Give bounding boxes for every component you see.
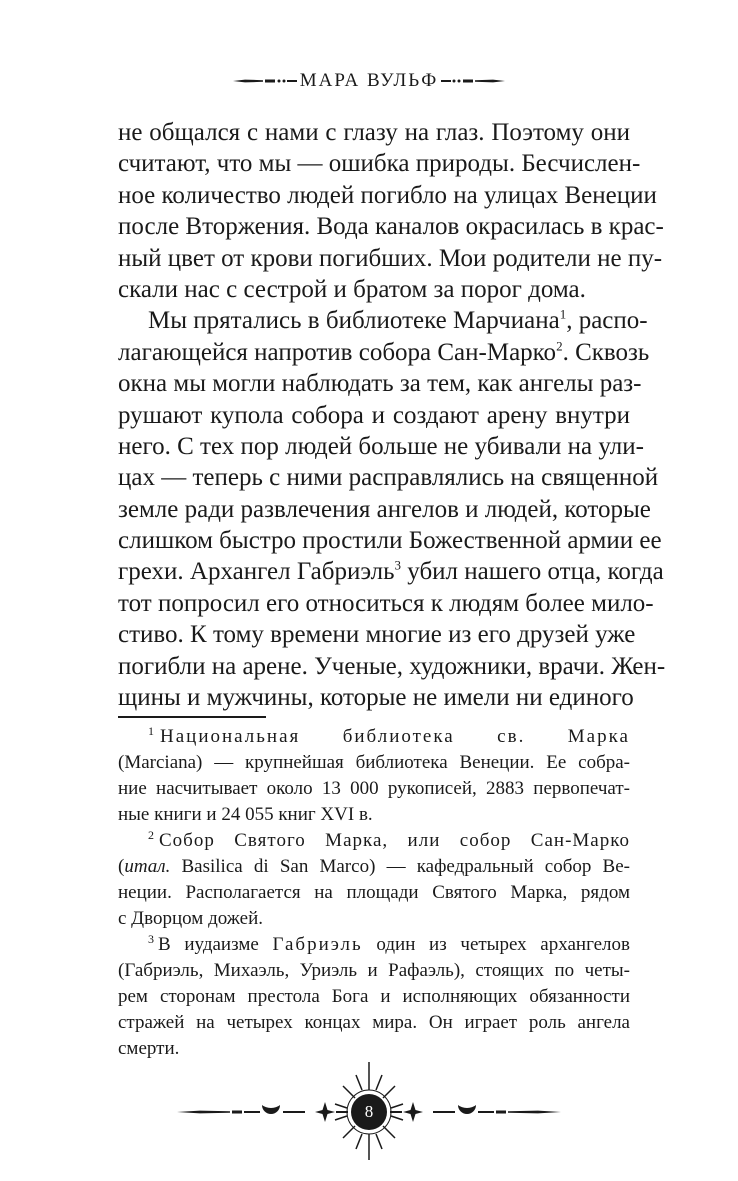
footnote-line: неции. Располагается на площади Святого Марка, рядом <box>118 882 630 903</box>
text-line: погибли на арене. Ученые, художники, врачи. Жен- <box>118 652 666 680</box>
footnote-mark: 3 <box>148 931 154 946</box>
text-line: лагающейся напротив собора Сан-Марко$^2$. Сквозь <box>118 338 650 366</box>
footnote-line: рем сторонам престола Бога и исполняющих обязанности <box>118 986 630 1007</box>
text-line: цах — теперь с ними расправлялись на священной <box>118 464 659 492</box>
text-line: не общался с нами с глазу на глаз. Поэтому они <box>118 119 630 146</box>
footnote-line: $^2$ Собор Святого Марка, или собор Сан-Марко <box>148 827 630 851</box>
footnote-ref-3[interactable]: 3 <box>394 558 402 574</box>
text-line: Мы прятались в библиотеке Марчиана$^1$, распо- <box>148 307 648 335</box>
text-line: грехи. Архангел Габриэль$^3$ убил нашего отца, когда <box>118 558 664 586</box>
body-text <box>118 117 666 713</box>
footnote-divider <box>118 716 266 718</box>
footnote-line: $^1$ Национальная библиотека св. Марка <box>148 723 630 747</box>
text-line: рушают купола собора и создают арену внутри <box>118 401 630 429</box>
text-line: скали нас с сестрой и братом за порог дома. <box>118 275 586 303</box>
page-footer <box>0 1060 738 1160</box>
header-author-name: МАРА ВУЛЬФ <box>299 70 439 91</box>
page-number: 8 <box>364 1102 374 1121</box>
footnote-2 <box>118 828 630 932</box>
footnote-line: ные книги и 24 055 книг XVI в. <box>118 804 373 825</box>
footnote-line: (Marciana) — крупнейшая библиотека Венеции. Ее собра- <box>118 752 630 773</box>
footnote-line: смерти. <box>118 1038 180 1059</box>
footnote-line: (итал. Basilica di San Marco) — кафедральный собор Ве- <box>118 856 630 877</box>
footnote-ref-2[interactable]: 2 <box>556 338 563 354</box>
footnote-1 <box>118 724 630 828</box>
footnote-3 <box>118 932 630 1062</box>
header-ornament-right-icon <box>437 66 505 96</box>
text-line: стиво. К тому времени многие из его друзей уже <box>118 621 636 649</box>
footnote-ref-1[interactable]: 1 <box>559 307 567 323</box>
text-line: считают, что мы — ошибка природы. Бесчислен- <box>118 150 641 178</box>
footnotes <box>118 724 630 1062</box>
running-header <box>0 66 738 96</box>
text-line: земле ради развлечения ангелов и людей, которые <box>118 495 651 523</box>
footnote-line: $^3$ В иудаизме Габриэль один из четырех архангелов <box>148 931 631 955</box>
text-line: него. С тех пор людей больше не убивали на ули- <box>118 432 644 460</box>
text-line: ное количество людей погибло на улицах Венеции <box>118 181 657 209</box>
text-line: слишком быстро простили Божественной армии ее <box>118 527 662 555</box>
text-line: щины и мужчины, которые не имели ни единого <box>118 684 634 712</box>
text-line: после Вторжения. Вода каналов окрасилась в крас- <box>118 213 664 241</box>
footnote-mark: 2 <box>148 827 155 842</box>
footnote-line: стражей на четырех концах мира. Он играет роль ангела <box>118 1012 630 1033</box>
text-line: ный цвет от крови погибших. Мои родители не пу- <box>118 244 663 272</box>
footnote-line: (Габриэль, Михаэль, Уриэль и Рафаэль), стоящих по четы- <box>118 960 630 981</box>
footnote-line: ние насчитывает около 13 000 рукописей, 2883 первопечат- <box>118 778 630 799</box>
footnote-line: с Дворцом дожей. <box>118 908 263 929</box>
text-line: окна мы могли наблюдать за тем, как ангелы раз- <box>118 370 642 398</box>
text-line: тот попросил его относиться к людям более мило- <box>118 589 654 617</box>
footnote-mark: 1 <box>148 723 156 738</box>
